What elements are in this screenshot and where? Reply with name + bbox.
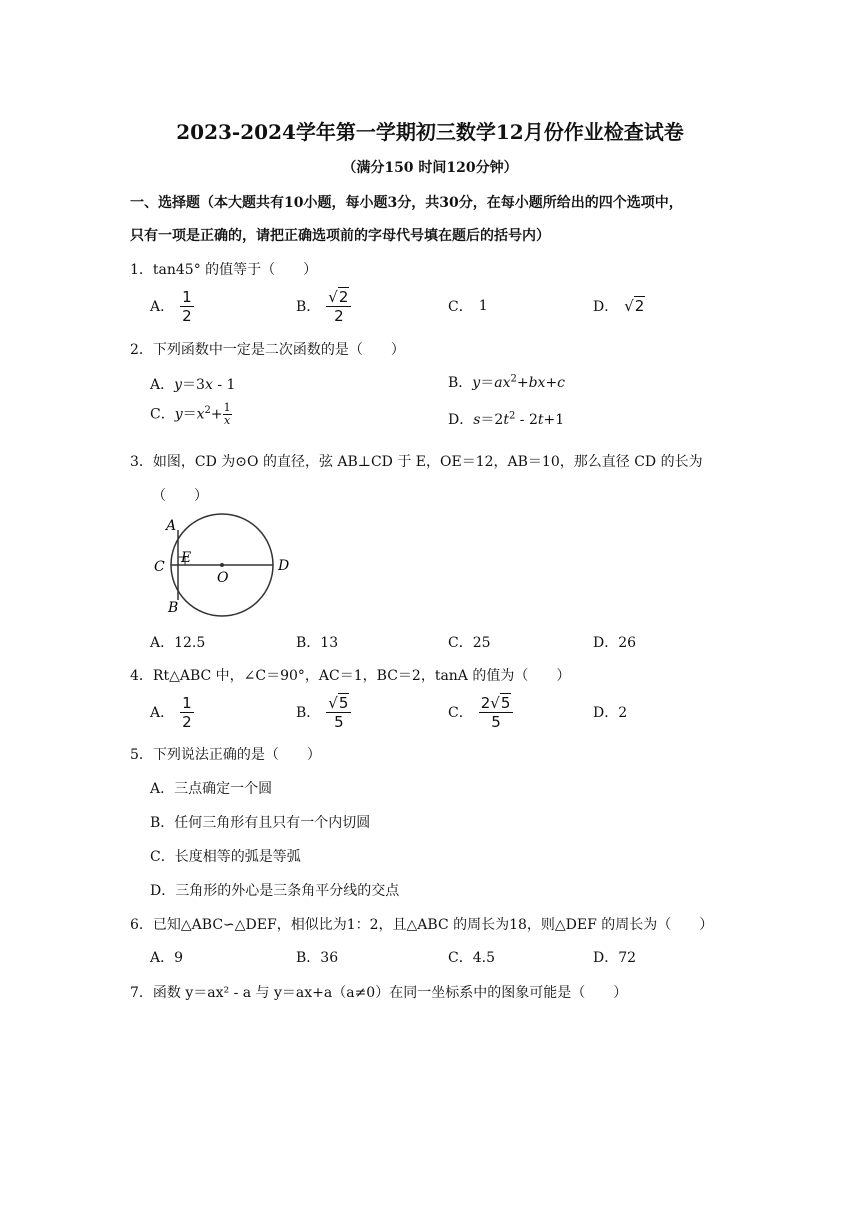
question-2-stem: 2．下列函数中一定是二次函数的是（ ） (130, 342, 405, 358)
q5-option-b: B．任何三角形有且只有一个内切圆 (150, 815, 371, 831)
label-b: B (168, 600, 179, 616)
q6-option-d: D．72 (593, 950, 637, 966)
question-5-stem: 5．下列说法正确的是（ ） (130, 747, 321, 763)
q1-option-d: D． √2 (593, 297, 645, 315)
q5-option-a: A．三点确定一个圆 (150, 781, 273, 797)
q6-option-a: A．9 (150, 950, 184, 966)
fraction: $\frac{1}{2}$ (182, 287, 192, 325)
q2-option-d: D．$s=2t^2 - 2t+1$ (448, 410, 565, 428)
q3-option-c: C．25 (448, 635, 491, 651)
sqrt: √2 (624, 297, 645, 315)
question-4-stem: 4．Rt△ABC 中，∠C＝90°，AC＝1，BC＝2，tanA 的值为（ ） (130, 668, 571, 684)
label-e: E (181, 550, 192, 566)
q2-option-b: B．$y=ax^2+bx+c$ (448, 373, 566, 391)
question-3-paren: （ ） (152, 488, 208, 504)
q5-option-c: C．长度相等的弧是等弧 (150, 849, 301, 865)
q1-option-a: A． $\frac{1}{2}$ (150, 287, 192, 325)
question-6-stem: 6．已知△ABC∽△DEF，相似比为1：2，且△ABC 的周长为18，则△DEF 的周长为（ ） (130, 917, 714, 933)
q6-option-c: C．4.5 (448, 950, 495, 966)
q4-option-c: C． $\frac{2√5}{5}$ (448, 695, 513, 729)
section-heading-line2: 只有一项是正确的，请把正确选项前的字母代号填在题后的括号内） (130, 228, 550, 244)
q4-option-a: A． $\frac{1}{2}$ (150, 693, 192, 731)
q1-option-c: C． 1 (448, 298, 488, 315)
q3-option-b: B．13 (296, 635, 339, 651)
q4-option-d: D．2 (593, 705, 628, 721)
label-d: D (278, 558, 290, 574)
question-3-stem: 3．如图，CD 为⊙O 的直径，弦 AB⊥CD 于 E，OE＝12，AB＝10，那么直径 CD 的长为 (130, 454, 703, 470)
label-c: C (154, 559, 165, 575)
q5-option-d: D．三角形的外心是三条角平分线的交点 (150, 883, 400, 899)
q2-option-a: A．y＝3x - 1 (150, 377, 236, 393)
label-a: A (166, 518, 177, 534)
page-title: 2023-2024学年第一学期初三数学12月份作业检查试卷 (176, 120, 684, 144)
center-dot (220, 563, 224, 567)
label-o: O (217, 570, 229, 586)
fraction: $\frac{√2}{2}$ (326, 289, 351, 324)
circle-diagram (150, 510, 300, 620)
q3-option-a: A．12.5 (150, 635, 206, 651)
q3-option-d: D．26 (593, 635, 637, 651)
q1-option-b: B． $\frac{√2}{2}$ (296, 289, 351, 323)
question-7-stem: 7．函数 y＝ax² - a 与 y＝ax+a（a≠0）在同一坐标系中的图象可能是（ ） (130, 985, 628, 1001)
q6-option-b: B．36 (296, 950, 339, 966)
q2-option-c: C．$y=x^2+$ $\frac{1}{x}$ (150, 401, 231, 427)
page-subtitle: （满分150 时间120分钟） (342, 160, 518, 176)
q4-option-b: B． $\frac{√5}{5}$ (296, 695, 351, 729)
question-1-stem: 1．tan45° 的值等于（ ） (130, 262, 318, 278)
section-heading-line1: 一、选择题（本大题共有10小题，每小题3分，共30分，在每小题所给出的四个选项中， (130, 195, 683, 211)
